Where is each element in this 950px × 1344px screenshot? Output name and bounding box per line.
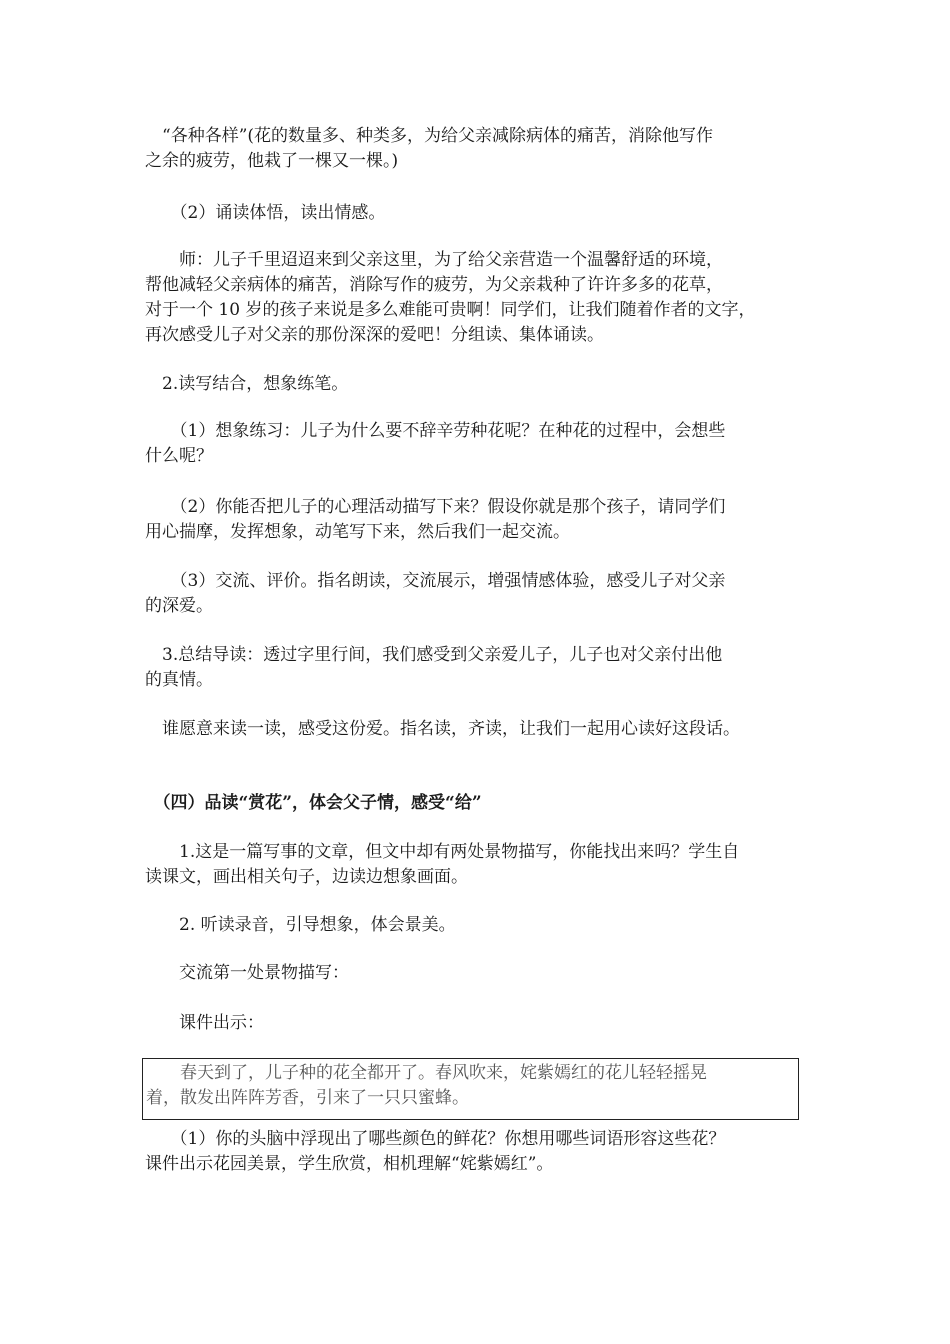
paragraph-9: [145, 717, 813, 742]
paragraph-13: [145, 961, 813, 986]
paragraph-4: [145, 372, 813, 397]
text-line: （2）诵读体悟，读出情感。: [145, 203, 386, 223]
text-line: （1）想象练习：儿子为什么要不辞辛劳种花呢？在种花的过程中，会想些: [145, 421, 726, 441]
paragraph-6: [145, 495, 813, 545]
text-line: 再次感受儿子对父亲的那份深深的爱吧！分组读、集体诵读。: [145, 325, 604, 345]
text-line: 用心揣摩，发挥想象，动笔写下来，然后我们一起交流。: [145, 522, 570, 542]
text-line: （2）你能否把儿子的心理活动描写下来？假设你就是那个孩子，请同学们: [145, 497, 726, 517]
text-line: 课件出示：: [145, 1013, 264, 1033]
text-line: 着，散发出阵阵芳香，引来了一只只蜜蜂。: [146, 1088, 469, 1108]
quote-box: [142, 1058, 799, 1120]
paragraph-7: [145, 569, 813, 619]
section-heading: [145, 791, 813, 816]
text-line: （四）品读“赏花”，体会父子情，感受“给”: [145, 793, 482, 813]
paragraph-2: [145, 201, 813, 226]
paragraph-11: [145, 840, 813, 890]
quote-text: [146, 1061, 707, 1111]
paragraph-final: [145, 1127, 813, 1177]
paragraph-14: [145, 1011, 813, 1036]
text-line: 谁愿意来读一读，感受这份爱。指名读，齐读，让我们一起用心读好这段话。: [145, 719, 740, 739]
text-line: （3）交流、评价。指名朗读，交流展示，增强情感体验，感受儿子对父亲: [145, 571, 726, 591]
text-line: 2. 听读录音，引导想象，体会景美。: [145, 915, 456, 935]
text-line: 什么呢？: [145, 446, 213, 466]
text-line: 对于一个 10 岁的孩子来说是多么难能可贵啊！同学们，让我们随着作者的文字，: [145, 300, 756, 320]
text-line: 之余的疲劳，他栽了一棵又一棵。): [145, 151, 399, 171]
text-line: 课件出示花园美景，学生欣赏，相机理解“姹紫嫣红”。: [145, 1154, 554, 1174]
text-line: 帮他减轻父亲病体的痛苦，消除写作的疲劳，为父亲栽种了许许多多的花草，: [145, 275, 723, 295]
text-line: “各种各样”(花的数量多、种类多，为给父亲减除病体的痛苦，消除他写作: [145, 126, 714, 146]
paragraph-3: [145, 248, 813, 348]
text-line: 交流第一处景物描写：: [145, 963, 349, 983]
paragraph-8: [145, 643, 813, 693]
text-line: 1.这是一篇写事的文章，但文中却有两处景物描写，你能找出来吗？学生自: [145, 842, 740, 862]
paragraph-12: [145, 913, 813, 938]
paragraph-5: [145, 419, 813, 469]
text-line: （1）你的头脑中浮现出了哪些颜色的鲜花？你想用哪些词语形容这些花？: [145, 1129, 726, 1149]
text-line: 春天到了，儿子种的花全都开了。春风吹来，姹紫嫣红的花儿轻轻摇晃: [146, 1063, 707, 1083]
text-line: 读课文，画出相关句子，边读边想象画面。: [145, 867, 468, 887]
text-line: 的深爱。: [145, 596, 213, 616]
text-line: 师：儿子千里迢迢来到父亲这里，为了给父亲营造一个温馨舒适的环境，: [145, 250, 723, 270]
paragraph-1: [145, 124, 813, 174]
document-page: [145, 0, 813, 1344]
text-line: 的真情。: [145, 670, 213, 690]
text-line: 3.总结导读：透过字里行间，我们感受到父亲爱儿子，儿子也对父亲付出他: [145, 645, 723, 665]
text-line: 2.读写结合，想象练笔。: [145, 374, 349, 394]
